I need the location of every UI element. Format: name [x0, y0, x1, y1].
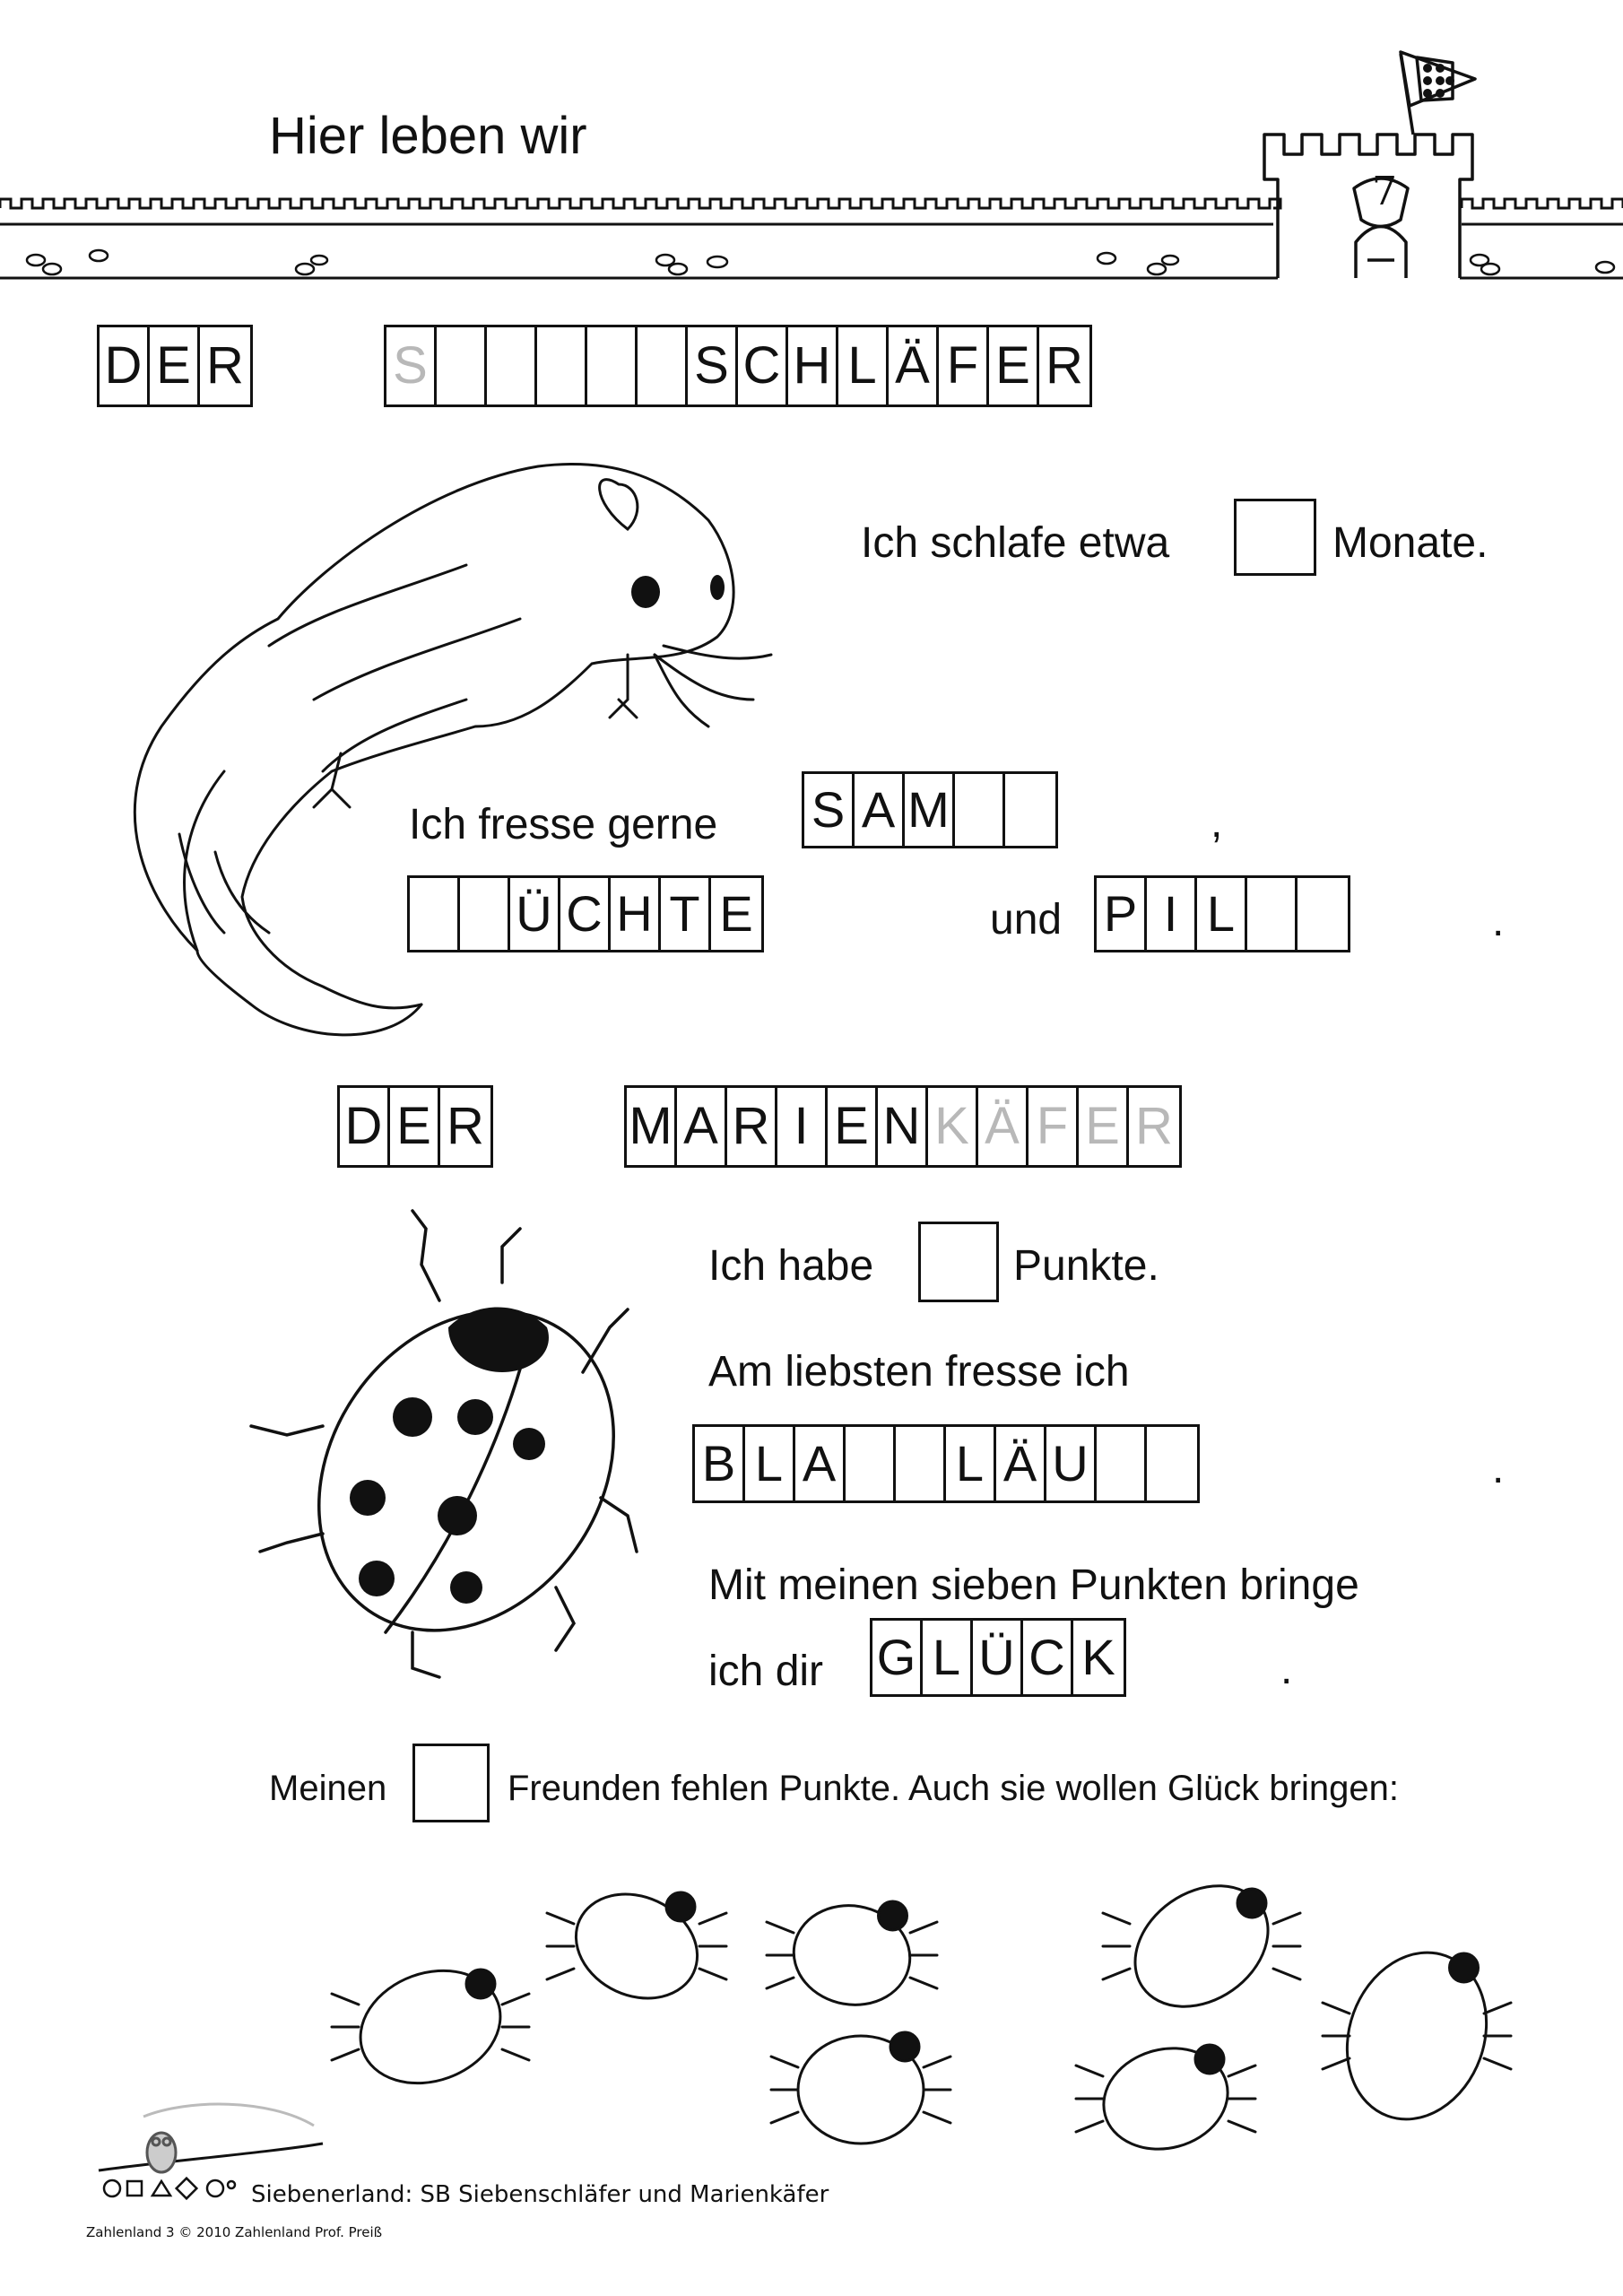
ladybug-illustration [233, 1211, 628, 1677]
letter-cell: R [206, 336, 244, 395]
letter-cell: C [738, 327, 788, 404]
empty-letter-cell[interactable] [955, 774, 1005, 846]
empty-letter-cell[interactable] [896, 1427, 946, 1500]
letter-cell: R [1046, 336, 1083, 395]
letter-cell: E [1079, 1088, 1129, 1165]
castle-wall-illustration [0, 0, 1623, 287]
letter-cell: Ä [889, 327, 939, 404]
empty-letter-cell[interactable] [1005, 774, 1055, 846]
letter-cell: R [727, 1088, 777, 1165]
food-und-text: und [990, 896, 1063, 944]
friends-text-after: Freunden fehlen Punkte. Auch sie wollen Glück bringen: [508, 1769, 1399, 1808]
empty-letter-cell[interactable] [638, 327, 688, 404]
letter-cell: C [560, 878, 611, 950]
empty-letter-cell[interactable] [1298, 878, 1348, 950]
letter-cell: E [828, 1088, 878, 1165]
castle-flag-number: 7 [1372, 169, 1397, 214]
friends-count-answer-box[interactable] [412, 1744, 490, 1822]
food-word-fruechte [407, 875, 764, 952]
empty-letter-cell[interactable] [487, 327, 537, 404]
footer-credit: Siebenerland: SB Siebenschläfer und Marienkäfer [251, 2181, 829, 2208]
letter-cell: F [1028, 1088, 1079, 1165]
food-intro-text: Ich fresse gerne [409, 801, 718, 848]
letter-cell: L [923, 1621, 973, 1694]
sleep-months-answer-box[interactable] [1234, 499, 1316, 576]
sleep-text-before: Ich schlafe etwa [861, 519, 1170, 567]
ladybug-food-period: . [1492, 1445, 1505, 1492]
letter-cell: A [677, 1088, 727, 1165]
letter-cell: F [939, 327, 989, 404]
letter-cell: S [804, 774, 855, 846]
letter-cell: I [777, 1088, 828, 1165]
siebenschlaefer-article-word [97, 325, 253, 407]
letter-cell: D [340, 1088, 390, 1165]
ladybug-food-line: Am liebsten fresse ich [708, 1348, 1130, 1396]
empty-letter-cell[interactable] [460, 878, 510, 950]
ladybug-luck-line1: Mit meinen sieben Punkten bringe [708, 1561, 1359, 1609]
letter-cell: C [1023, 1621, 1073, 1694]
letter-cell: Ä [978, 1088, 1028, 1165]
letter-cell: A [855, 774, 905, 846]
letter-cell: I [1147, 878, 1197, 950]
letter-cell: L [1197, 878, 1247, 950]
letter-cell: E [390, 1088, 440, 1165]
food-word-samen [802, 771, 1058, 848]
letter-cell: U [1046, 1427, 1097, 1500]
empty-letter-cell[interactable] [410, 878, 460, 950]
page-title: Hier leben wir [269, 107, 587, 165]
friends-text-before: Meinen [269, 1769, 387, 1808]
letter-cell: K [1081, 1629, 1115, 1685]
letter-cell: L [745, 1427, 795, 1500]
small-ladybugs-illustration [305, 1821, 1560, 2161]
letter-cell: E [150, 327, 200, 404]
points-text-after: Punkte. [1013, 1242, 1159, 1290]
dormouse-illustration [90, 430, 897, 1058]
letter-cell: A [795, 1427, 846, 1500]
empty-letter-cell[interactable] [1247, 878, 1298, 950]
letter-cell: B [695, 1427, 745, 1500]
letter-cell: S [386, 327, 437, 404]
empty-letter-cell[interactable] [1097, 1427, 1147, 1500]
siebenschlaefer-name-word [384, 325, 1092, 407]
empty-letter-cell[interactable] [846, 1427, 896, 1500]
letter-cell: R [1135, 1097, 1173, 1155]
letter-cell: H [788, 327, 838, 404]
food-comma: , [1211, 799, 1223, 847]
footer-copyright: Zahlenland 3 © 2010 Zahlenland Prof. Preiß [86, 2224, 383, 2240]
food-word-pilze [1094, 875, 1350, 952]
empty-letter-cell[interactable] [1147, 1427, 1197, 1500]
letter-cell: Ä [996, 1427, 1046, 1500]
points-text-before: Ich habe [708, 1242, 874, 1290]
empty-letter-cell[interactable] [587, 327, 638, 404]
letter-cell: K [928, 1088, 978, 1165]
letter-cell: Ü [973, 1621, 1023, 1694]
marienkaefer-article-word [337, 1085, 493, 1168]
points-answer-box[interactable] [918, 1222, 999, 1302]
ladybug-food-word [692, 1424, 1200, 1503]
empty-letter-cell[interactable] [537, 327, 587, 404]
letter-cell: D [100, 327, 150, 404]
sleep-text-after: Monate. [1332, 519, 1488, 567]
letter-cell: P [1097, 878, 1147, 950]
letter-cell: Ü [510, 878, 560, 950]
food-period: . [1492, 898, 1505, 945]
marienkaefer-name-word [624, 1085, 1182, 1168]
letter-cell: N [878, 1088, 928, 1165]
letter-cell: E [989, 327, 1039, 404]
letter-cell: L [946, 1427, 996, 1500]
letter-cell: L [838, 327, 889, 404]
letter-cell: G [872, 1621, 923, 1694]
letter-cell: T [661, 878, 711, 950]
ladybug-luck-word [870, 1618, 1126, 1697]
ladybug-luck-period: . [1280, 1646, 1293, 1693]
ladybug-luck-line2: ich dir [708, 1648, 824, 1695]
letter-cell: S [688, 327, 738, 404]
letter-cell: M [627, 1088, 677, 1165]
letter-cell: M [905, 774, 955, 846]
letter-cell: E [719, 885, 753, 942]
letter-cell: H [611, 878, 661, 950]
letter-cell: R [447, 1097, 484, 1155]
empty-letter-cell[interactable] [437, 327, 487, 404]
